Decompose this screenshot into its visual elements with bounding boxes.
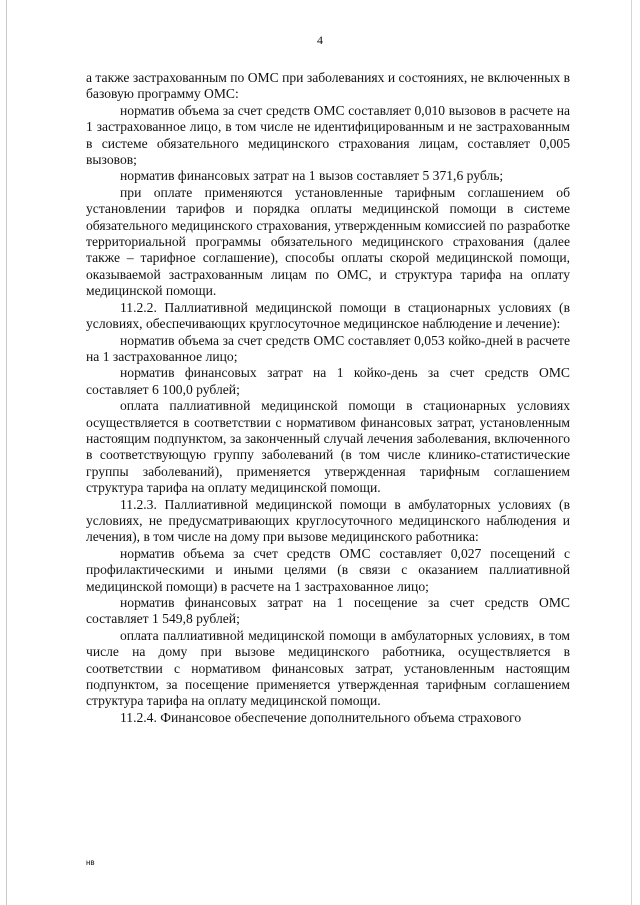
paragraph-cost-norm-bed-day: норматив финансовых затрат на 1 койко-день за счет средств ОМС составляет 6 100,0 рублей;	[86, 365, 570, 397]
paragraph-continuation: а также застрахованным по ОМС при заболеваниях и состояниях, не включенных в базовую программу ОМС:	[86, 70, 570, 102]
paragraph-outpatient-payment: оплата паллиативной медицинской помощи в амбулаторных условиях, в том числе на дому при вызове медицинского работника, осуществляется в соответствии с нормативом финансовых затрат, установленным настоящим подпунктом, за посещение применяется утвержденная тарифным соглашением структура тарифа на оплату медицинской помощи.	[86, 627, 570, 709]
scan-edge-right	[631, 0, 632, 905]
paragraph-volume-norm-bed-days: норматив объема за счет средств ОМС составляет 0,053 койко-дней в расчете на 1 застрахованное лицо;	[86, 332, 570, 364]
document-body	[86, 70, 570, 726]
paragraph-inpatient-payment: оплата паллиативной медицинской помощи в стационарных условиях осуществляется в соответствии с нормативом финансовых затрат, установленным настоящим подпунктом, за законченный случай лечения заболевания, включенного в соответствующую группу заболеваний (в том числе клинико-статистические группы заболеваний), применяется утвержденная тарифным соглашением структура тарифа на оплату медицинской помощи.	[86, 398, 570, 496]
paragraph-volume-norm-calls: норматив объема за счет средств ОМС составляет 0,010 вызовов в расчете на 1 застрахованное лицо, в том числе не идентифицированным и не застрахованным в системе обязательного медицинского страхования лицам, составляет 0,005 вызовов;	[86, 102, 570, 168]
paragraph-cost-norm-visit: норматив финансовых затрат на 1 посещение за счет средств ОМС составляет 1 549,8 рублей;	[86, 595, 570, 627]
paragraph-cost-norm-call: норматив финансовых затрат на 1 вызов составляет 5 371,6 рубль;	[120, 168, 504, 184]
page-number: 4	[317, 33, 323, 47]
paragraph-volume-norm-visits: норматив объема за счет средств ОМС составляет 0,027 посещений с профилактическими и иными целями (в связи с оказанием паллиативной медицинской помощи) в расчете на 1 застрахованное лицо;	[86, 545, 570, 594]
footer-mark: нв	[86, 858, 95, 867]
scan-edge-left	[6, 0, 7, 905]
section-11-2-2-heading: 11.2.2. Паллиативной медицинской помощи в стационарных условиях (в условиях, обеспечивающих круглосуточное медицинское наблюдение и лечение):	[86, 299, 570, 332]
paragraph-payment-methods: при оплате применяются установленные тарифным соглашением об установлении тарифов и порядка оплаты медицинской помощи в системе обязательного медицинского страхования, утвержденным комиссией по разработке территориальной программы обязательного медицинского страхования (далее также – тарифное соглашение), способы оплаты скорой медицинской помощи, оказываемой застрахованным лицам по ОМС, и структура тарифа на оплату медицинской помощи.	[86, 184, 570, 299]
section-11-2-3-heading: 11.2.3. Паллиативной медицинской помощи в амбулаторных условиях (в условиях, не предусматривающих круглосуточного медицинского наблюдения и лечения), в том числе на дому при вызове медицинского работника:	[86, 496, 570, 545]
section-11-2-4-heading: 11.2.4. Финансовое обеспечение дополнительного объема страхового	[120, 709, 522, 725]
